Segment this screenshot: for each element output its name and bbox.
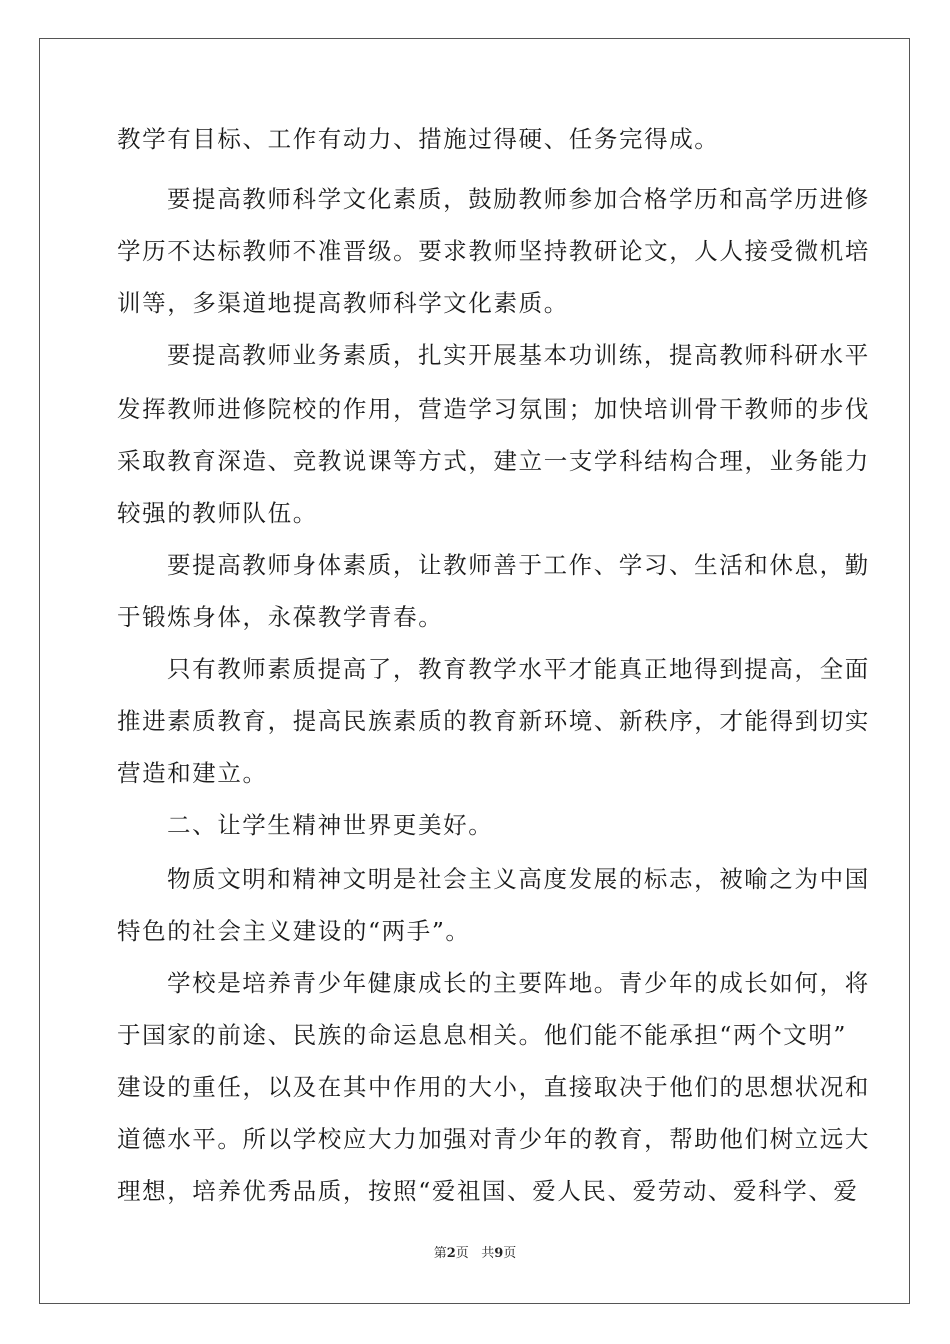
text-line: 教学有目标、工作有动力、措施过得硬、任务完得成。 <box>117 125 720 153</box>
text-line: 发挥教师进修院校的作用，营造学习氛围；加快培训骨干教师的步伐 <box>117 395 870 423</box>
total-label-prefix: 共 <box>481 1246 495 1261</box>
section-heading: 二、让学生精神世界更美好。 <box>167 811 494 839</box>
text-line: 学历不达标教师不准晋级。要求教师坚持教研论文，人人接受微机培 <box>117 237 870 265</box>
text-line: 只有教师素质提高了，教育教学水平才能真正地得到提高，全面 <box>167 655 870 683</box>
text-line: 特色的社会主义建设的“两手”。 <box>117 917 471 945</box>
page-label-prefix: 第 <box>433 1246 447 1261</box>
text-line: 理想，培养优秀品质，按照“爱祖国、爱人民、爱劳动、爱科学、爱 <box>117 1177 859 1205</box>
text-line: 营造和建立。 <box>117 759 268 787</box>
text-line: 训等，多渠道地提高教师科学文化素质。 <box>117 289 569 317</box>
page-footer <box>0 1246 950 1262</box>
text-line: 要提高教师身体素质，让教师善于工作、学习、生活和休息，勤 <box>167 551 870 579</box>
text-line: 于国家的前途、民族的命运息息相关。他们能不能承担“两个文明” <box>117 1021 848 1049</box>
text-line: 较强的教师队伍。 <box>117 499 318 527</box>
text-line: 要提高教师科学文化素质，鼓励教师参加合格学历和高学历进修 <box>167 185 870 213</box>
total-label-suffix: 页 <box>503 1246 517 1261</box>
text-line: 采取教育深造、竞教说课等方式，建立一支学科结构合理，业务能力 <box>117 447 870 475</box>
page-label-suffix: 页 <box>455 1246 469 1261</box>
text-line: 推进素质教育，提高民族素质的教育新环境、新秩序，才能得到切实 <box>117 707 870 735</box>
total-pages: 9 <box>494 1246 504 1261</box>
page-number: 2 <box>446 1246 456 1261</box>
text-line: 建设的重任，以及在其中作用的大小，直接取决于他们的思想状况和 <box>117 1073 870 1101</box>
text-line: 物质文明和精神文明是社会主义高度发展的标志，被喻之为中国 <box>167 865 870 893</box>
text-line: 学校是培养青少年健康成长的主要阵地。青少年的成长如何，将 <box>167 969 870 997</box>
text-line: 于锻炼身体，永葆教学青春。 <box>117 603 444 631</box>
text-line: 要提高教师业务素质，扎实开展基本功训练，提高教师科研水平 <box>167 341 870 369</box>
text-line: 道德水平。所以学校应大力加强对青少年的教育，帮助他们树立远大 <box>117 1125 870 1153</box>
